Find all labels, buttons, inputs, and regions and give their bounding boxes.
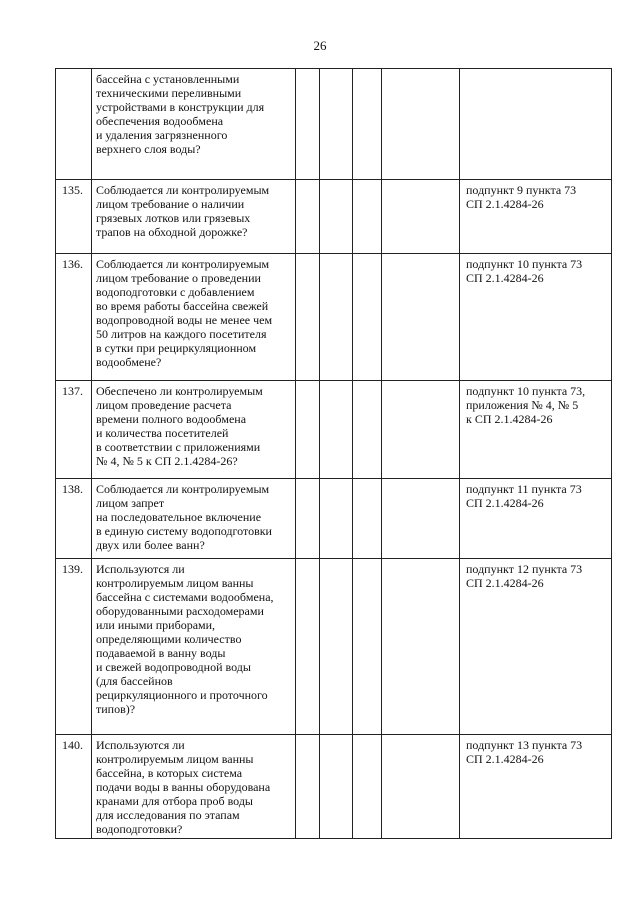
answer-na-cell <box>353 735 382 839</box>
note-cell <box>382 254 460 381</box>
question-cell <box>92 69 296 180</box>
question-line: водообмене? <box>96 355 162 369</box>
question-line: водопроводной воды не менее чем <box>96 313 273 327</box>
row-number-cell: 139. <box>56 559 92 735</box>
question-line: трапов на обходной дорожке? <box>96 225 248 239</box>
table-row <box>56 180 612 254</box>
answer-yes-cell <box>296 735 320 839</box>
answer-na-cell <box>353 559 382 735</box>
question-line: определяющими количество <box>96 632 242 646</box>
question-line: Обеспечено ли контролируемым <box>96 384 263 398</box>
question-line: во время работы бассейна свежей <box>96 299 269 313</box>
answer-na-cell <box>353 479 382 559</box>
answer-no-cell <box>320 735 353 839</box>
question-line: в сутки при рециркуляционном <box>96 341 257 355</box>
row-number-cell: 135. <box>56 180 92 254</box>
question-line: и количества посетителей <box>96 426 229 440</box>
reference-line: приложения № 4, № 5 <box>466 398 579 412</box>
table-row <box>56 254 612 381</box>
question-line: устройствами в конструкции для <box>96 100 265 114</box>
question-line: лицом требование о наличии <box>96 197 245 211</box>
question-line: типов)? <box>96 702 136 716</box>
question-line: времени полного водообмена <box>96 412 247 426</box>
question-line: обеспечения водообмена <box>96 114 224 128</box>
row-number-cell: 138. <box>56 479 92 559</box>
question-line: бассейна, в которых система <box>96 766 243 780</box>
reference-cell <box>460 381 612 479</box>
note-cell <box>382 381 460 479</box>
question-line: в соответствии с приложениями <box>96 440 261 454</box>
question-line: оборудованными расходомерами <box>96 604 264 618</box>
question-line: лицом требование о проведении <box>96 271 261 285</box>
answer-yes-cell <box>296 381 320 479</box>
question-line: 50 литров на каждого посетителя <box>96 327 267 341</box>
answer-na-cell <box>353 381 382 479</box>
question-cell <box>92 479 296 559</box>
answer-na-cell <box>353 254 382 381</box>
table-row <box>56 381 612 479</box>
note-cell <box>382 479 460 559</box>
answer-yes-cell <box>296 180 320 254</box>
table-row <box>56 479 612 559</box>
reference-line: к СП 2.1.4284-26 <box>466 412 553 426</box>
reference-line: подпункт 10 пункта 73, <box>466 384 586 398</box>
answer-yes-cell <box>296 559 320 735</box>
question-line: подачи воды в ванны оборудована <box>96 780 271 794</box>
answer-no-cell <box>320 381 353 479</box>
question-cell <box>92 254 296 381</box>
question-line: бассейна с системами водообмена, <box>96 590 274 604</box>
question-line: двух или более ванн? <box>96 538 205 552</box>
page-number: 26 <box>313 38 327 53</box>
question-cell <box>92 180 296 254</box>
reference-cell <box>460 180 612 254</box>
answer-yes-cell <box>296 479 320 559</box>
note-cell <box>382 69 460 180</box>
question-line: лицом запрет <box>96 496 165 510</box>
checklist-table <box>55 68 612 839</box>
question-line: и удаления загрязненного <box>96 128 228 142</box>
reference-line: СП 2.1.4284-26 <box>466 197 544 211</box>
reference-cell <box>460 559 612 735</box>
question-line: и свежей водопроводной воды <box>96 660 251 674</box>
question-line: № 4, № 5 к СП 2.1.4284-26? <box>96 454 238 468</box>
reference-cell <box>460 69 612 180</box>
reference-line: подпункт 12 пункта 73 <box>466 562 583 576</box>
table-row <box>56 559 612 735</box>
answer-no-cell <box>320 254 353 381</box>
row-number-cell: 137. <box>56 381 92 479</box>
question-line: техническими переливными <box>96 86 242 100</box>
question-line: кранами для отбора проб воды <box>96 794 253 808</box>
reference-line: подпункт 11 пункта 73 <box>466 482 582 496</box>
reference-line: подпункт 13 пункта 73 <box>466 738 583 752</box>
reference-line: подпункт 10 пункта 73 <box>466 257 583 271</box>
question-cell <box>92 735 296 839</box>
question-line: Соблюдается ли контролируемым <box>96 257 270 271</box>
answer-yes-cell <box>296 69 320 180</box>
reference-line: СП 2.1.4284-26 <box>466 576 544 590</box>
question-line: подаваемой в ванну воды <box>96 646 226 660</box>
question-line: для исследования по этапам <box>96 808 240 822</box>
question-cell <box>92 381 296 479</box>
note-cell <box>382 559 460 735</box>
question-cell <box>92 559 296 735</box>
row-number-cell: 136. <box>56 254 92 381</box>
reference-cell <box>460 479 612 559</box>
table-row-continuation <box>56 69 612 180</box>
question-line: верхнего слоя воды? <box>96 142 201 156</box>
question-line: контролируемым лицом ванны <box>96 576 254 590</box>
row-number-cell <box>56 69 92 180</box>
question-line: в единую систему водоподготовки <box>96 524 272 538</box>
question-line: рециркуляционного и проточного <box>96 688 268 702</box>
question-line: бассейна с установленными <box>96 72 240 86</box>
reference-line: СП 2.1.4284-26 <box>466 752 544 766</box>
reference-line: СП 2.1.4284-26 <box>466 496 544 510</box>
answer-no-cell <box>320 69 353 180</box>
question-line: водоподготовки с добавлением <box>96 285 255 299</box>
row-number-cell: 140. <box>56 735 92 839</box>
table-row <box>56 735 612 839</box>
question-line: Соблюдается ли контролируемым <box>96 183 270 197</box>
answer-no-cell <box>320 180 353 254</box>
answer-na-cell <box>353 69 382 180</box>
checklist-body <box>56 69 612 839</box>
question-line: или иными приборами, <box>96 618 216 632</box>
question-line: Используются ли <box>96 562 185 576</box>
question-line: Соблюдается ли контролируемым <box>96 482 270 496</box>
answer-yes-cell <box>296 254 320 381</box>
reference-cell <box>460 735 612 839</box>
question-line: Используются ли <box>96 738 185 752</box>
note-cell <box>382 180 460 254</box>
reference-line: СП 2.1.4284-26 <box>466 271 544 285</box>
question-line: контролируемым лицом ванны <box>96 752 254 766</box>
reference-cell <box>460 254 612 381</box>
question-line: (для бассейнов <box>96 674 173 688</box>
answer-na-cell <box>353 180 382 254</box>
question-line: лицом проведение расчета <box>96 398 232 412</box>
reference-line: подпункт 9 пункта 73 <box>466 183 577 197</box>
question-line: грязевых лотков или грязевых <box>96 211 251 225</box>
answer-no-cell <box>320 559 353 735</box>
question-line: на последовательное включение <box>96 510 262 524</box>
answer-no-cell <box>320 479 353 559</box>
question-line: водоподготовки? <box>96 822 183 836</box>
note-cell <box>382 735 460 839</box>
